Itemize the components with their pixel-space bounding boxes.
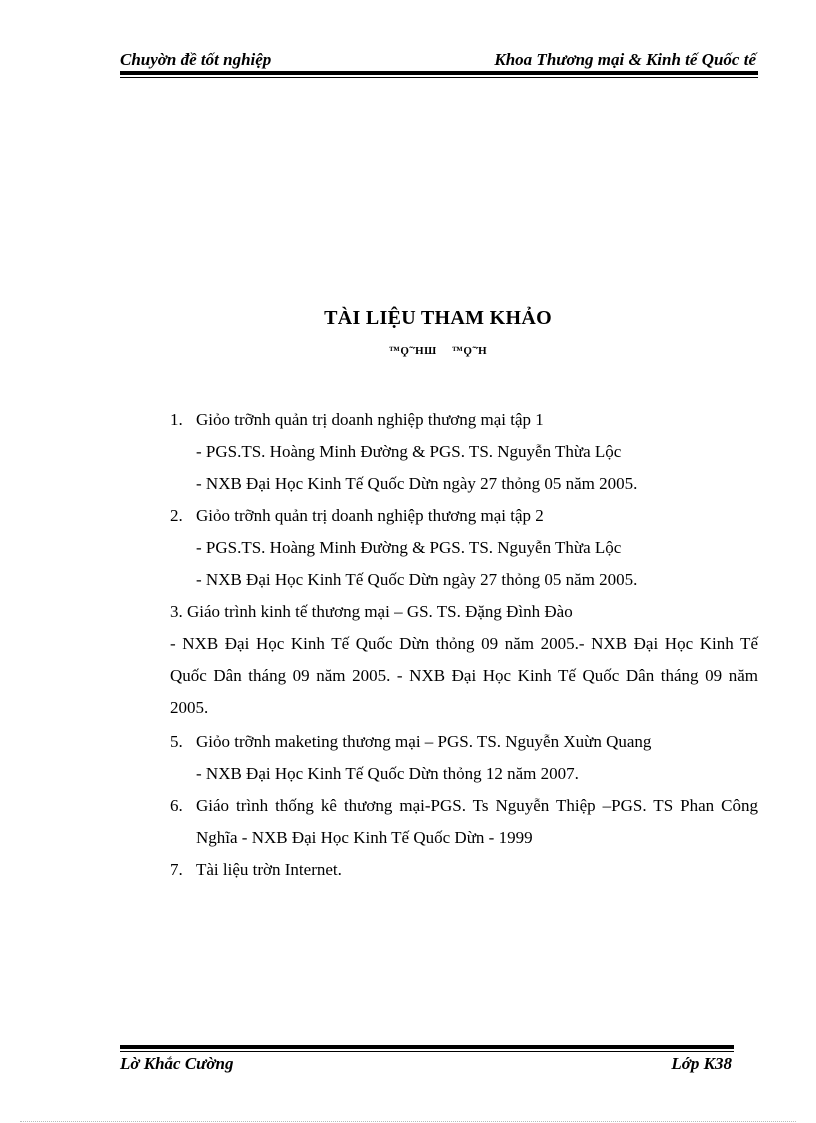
reference-2-number: 2. [170,506,183,525]
header-left-text: Chuyờn đề tốt nghiệp [120,50,272,69]
page-header [120,50,756,70]
title-ornament [120,345,756,357]
header-right-text: Khoa Thương mại & Kinh tế Quốc tế [494,50,756,69]
ornament-left: ™Ϙ˜ΉШ [388,345,437,357]
page-bottom-dotted-border [20,1121,796,1122]
footer-right-text: Lớp K38 [671,1054,732,1073]
reference-3-title: 3. Giáo trình kinh tế thương mại – GS. TS. Đặng Đình Đào [170,602,573,621]
reference-1-authors: - PGS.TS. Hoàng Minh Đường & PGS. TS. Nguyễn Thừa Lộc [196,442,622,461]
reference-6-title-block: Giáo trình thống kê thương mại-PGS. Ts Nguyễn Thiệp –PGS. TS Phan Công Nghĩa - NXB Đại Học Kinh Tế Quốc Dừn - 1999 [196,796,758,847]
header-rule-thick [120,71,758,75]
reference-7-title: 7. Tài liệu trờn Internet. [170,860,342,879]
reference-1-title: 1. Giỏo trỡnh quản trị doanh nghiệp thương mại tập 1 [170,410,544,429]
reference-5-publisher: - NXB Đại Học Kinh Tế Quốc Dừn thỏng 12 năm 2007. [196,764,579,783]
footer-rule-thin [120,1051,734,1052]
reference-2-title: 2. Giỏo trỡnh quản trị doanh nghiệp thương mại tập 2 [170,506,544,525]
reference-2-authors: - PGS.TS. Hoàng Minh Đường & PGS. TS. Nguyễn Thừa Lộc [196,538,622,557]
reference-6-number: 6. [170,796,183,815]
reference-5-title: 5. Giỏo trỡnh maketing thương mại – PGS. TS. Nguyễn Xuừn Quang [170,732,652,751]
ornament-right: ™Ϙ˜Ή [451,345,488,357]
page-title: TÀI LIỆU THAM KHẢO [324,307,552,329]
footer-left-text: Lờ Khắc Cường [120,1054,234,1073]
reference-2-publisher: - NXB Đại Học Kinh Tế Quốc Dừn ngày 27 thỏng 05 năm 2005. [196,570,638,589]
header-rule-thin [120,77,758,78]
reference-1-publisher: - NXB Đại Học Kinh Tế Quốc Dừn ngày 27 thỏng 05 năm 2005. [196,474,638,493]
reference-1-number: 1. [170,410,183,429]
page-footer [120,1054,732,1076]
reference-7-number: 7. [170,860,183,879]
footer-rule-thick [120,1045,734,1049]
reference-3-number: 3. [170,602,183,621]
reference-3-publisher-block: - NXB Đại Học Kinh Tế Quốc Dừn thỏng 09 năm 2005.- NXB Đại Học Kinh Tế Quốc Dân tháng 09 năm 2005. - NXB Đại Học Kinh Tế Quốc Dân tháng 09 năm 2005. [170,634,758,717]
reference-5-number: 5. [170,732,183,751]
